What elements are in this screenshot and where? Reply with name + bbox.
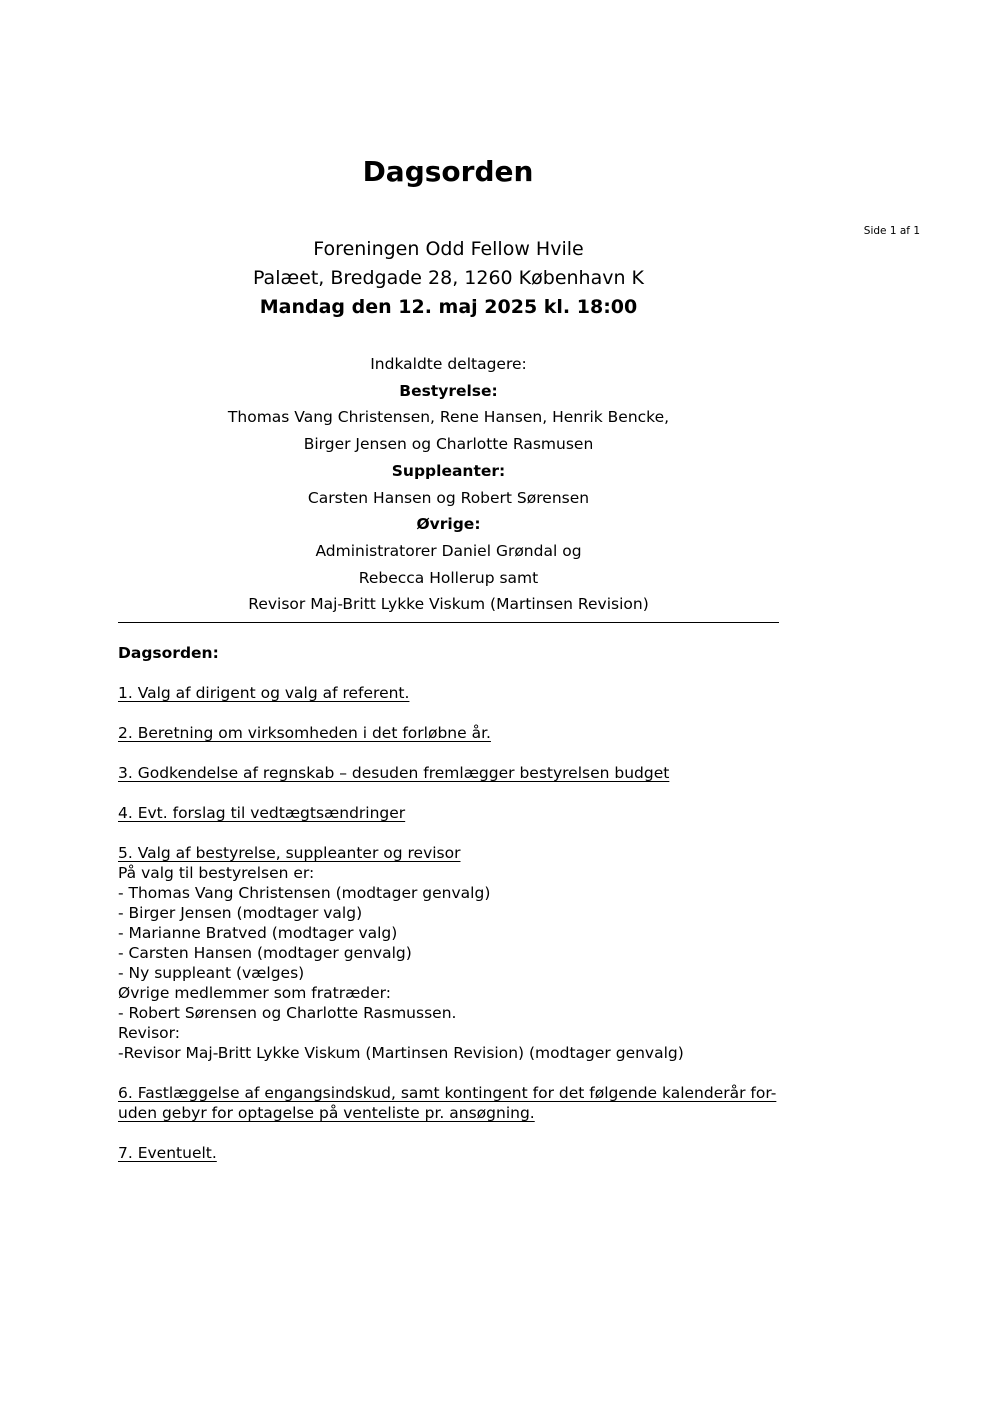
agenda-item-6-line-2: uden gebyr for optagelse på venteliste pr. ansøgning. [118, 1104, 535, 1122]
agenda-item-5-detail: - Carsten Hansen (modtager genvalg) [118, 944, 412, 962]
agenda-item-2: 2. Beretning om virksomheden i det forløbne år. [118, 724, 491, 742]
invited-participants [118, 351, 779, 618]
others-label: Øvrige: [416, 515, 481, 534]
board-label: Bestyrelse: [399, 381, 498, 400]
agenda-item-5-detail: - Marianne Bratved (modtager valg) [118, 924, 398, 942]
agenda-item-5-detail: -Revisor Maj-Britt Lykke Viskum (Martinsen Revision) (modtager genvalg) [118, 1044, 684, 1062]
page-indicator: Side 1 af 1 [863, 225, 920, 237]
agenda-item-5-detail: - Thomas Vang Christensen (modtager genvalg) [118, 884, 491, 902]
others-line: Revisor Maj-Britt Lykke Viskum (Martinsen Revision) [248, 595, 649, 614]
agenda-heading: Dagsorden: [118, 644, 219, 662]
organization-name: Foreningen Odd Fellow Hvile [313, 238, 584, 260]
agenda-item-5: 5. Valg af bestyrelse, suppleanter og revisor [118, 844, 461, 862]
agenda-item-5-detail: - Robert Sørensen og Charlotte Rasmussen. [118, 1004, 457, 1022]
agenda-item-5-detail: Øvrige medlemmer som fratræder: [118, 984, 391, 1002]
agenda-item-3: 3. Godkendelse af regnskab – desuden fremlægger bestyrelsen budget [118, 764, 670, 782]
meeting-address: Palæet, Bredgade 28, 1260 København K [252, 267, 645, 289]
invited-label: Indkaldte deltagere: [370, 355, 527, 373]
board-members-line: Thomas Vang Christensen, Rene Hansen, Henrik Bencke, [227, 408, 670, 427]
agenda-item-6-line-1: 6. Fastlæggelse af engangsindskud, samt kontingent for det følgende kalenderår for- [118, 1084, 777, 1102]
agenda-item-7: 7. Eventuelt. [118, 1144, 217, 1162]
board-members-line: Birger Jensen og Charlotte Rasmusen [303, 435, 594, 454]
others-line: Rebecca Hollerup samt [358, 568, 539, 587]
others-line: Administratorer Daniel Grøndal og [315, 541, 582, 560]
deputies-members: Carsten Hansen og Robert Sørensen [307, 488, 590, 507]
deputies-label: Suppleanter: [391, 461, 506, 480]
agenda-section [118, 643, 779, 1163]
agenda-item-1: 1. Valg af dirigent og valg af referent. [118, 684, 410, 702]
agenda-item-4: 4. Evt. forslag til vedtægtsændringer [118, 804, 406, 822]
agenda-item-5-detail: - Birger Jensen (modtager valg) [118, 904, 363, 922]
horizontal-divider [118, 622, 779, 623]
agenda-item-5-detail: Revisor: [118, 1024, 180, 1042]
agenda-item-5-detail: - Ny suppleant (vælges) [118, 964, 305, 982]
agenda-item-5-detail: På valg til bestyrelsen er: [118, 864, 315, 882]
meeting-date: Mandag den 12. maj 2025 kl. 18:00 [259, 296, 638, 318]
document-title: Dagsorden [362, 155, 534, 188]
